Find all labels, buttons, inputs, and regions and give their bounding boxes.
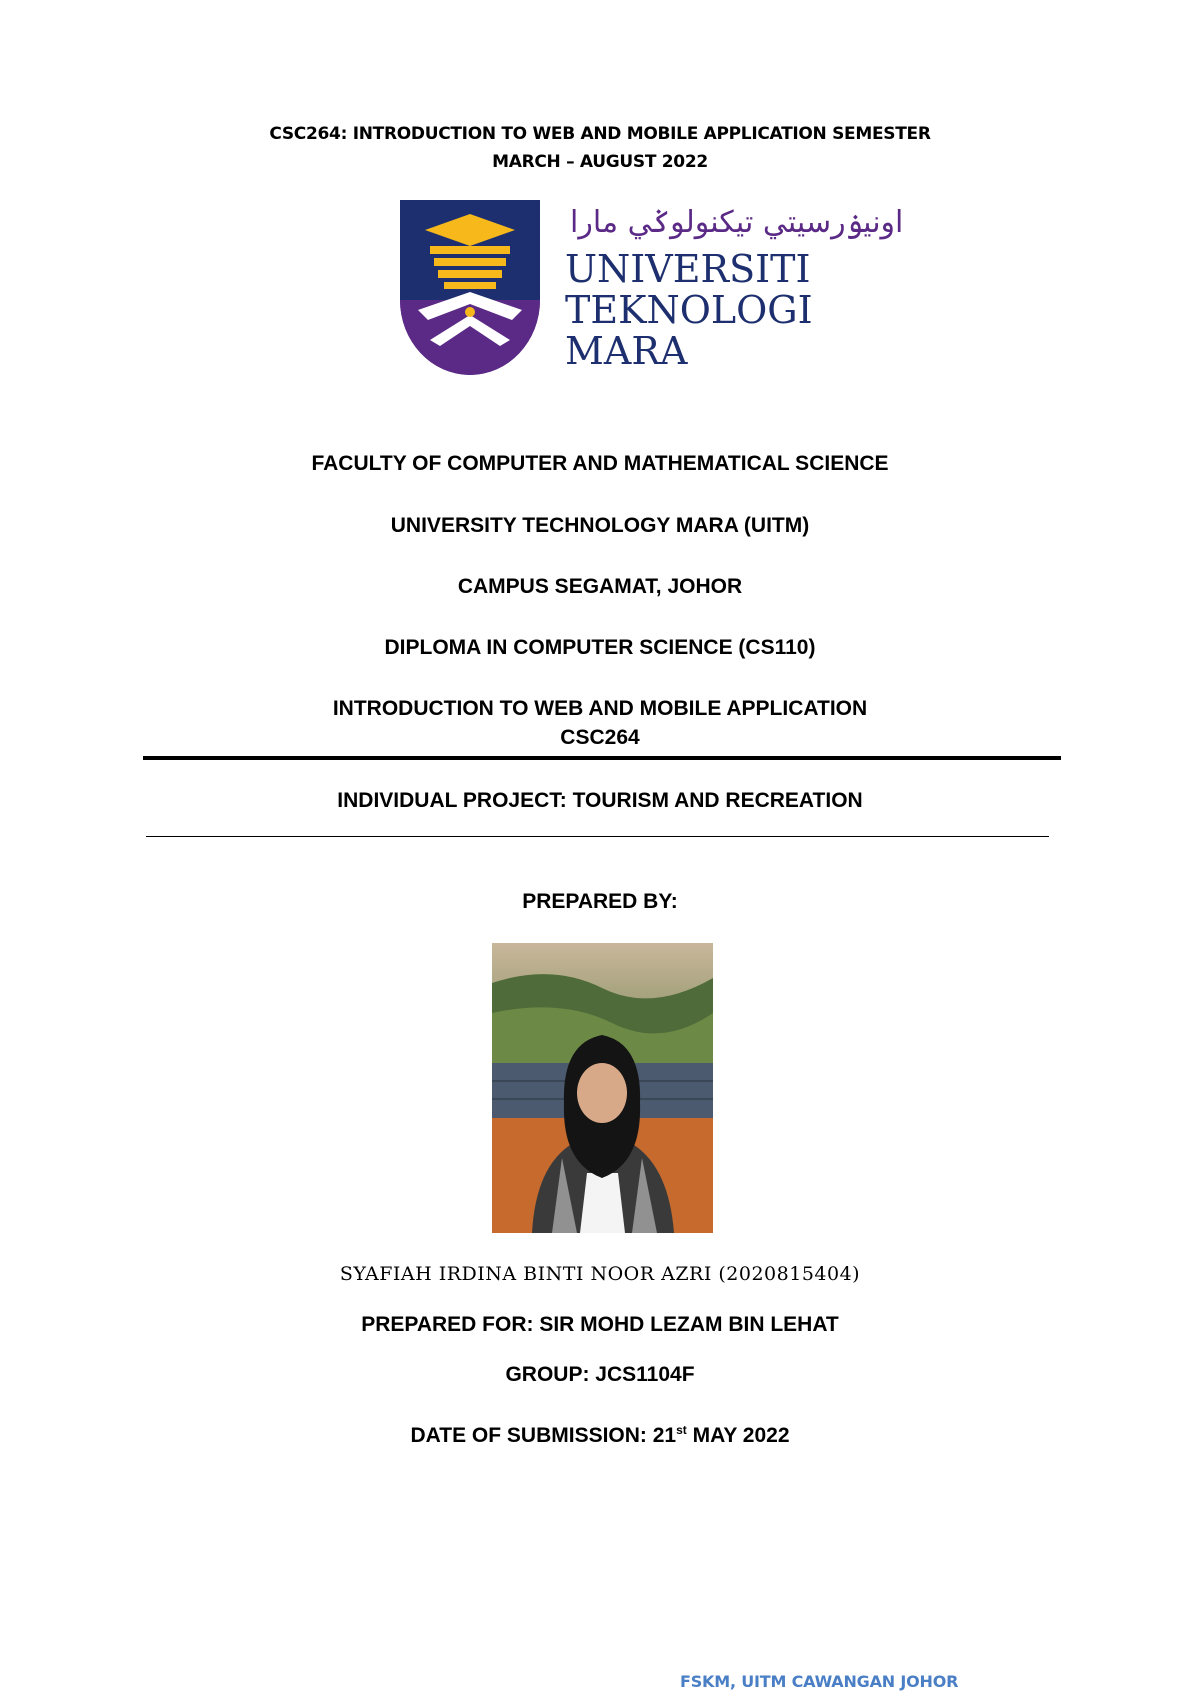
- uitm-crest-icon: [400, 200, 904, 375]
- faculty-name: FACULTY OF COMPUTER AND MATHEMATICAL SCIENCE: [311, 452, 889, 475]
- student-name-id: SYAFIAH IRDINA BINTI NOOR AZRI (2020815404): [339, 1263, 861, 1285]
- divider-thick: [143, 756, 1061, 760]
- prepared-by-label: PREPARED BY:: [522, 890, 678, 913]
- campus-name: CAMPUS SEGAMAT, JOHOR: [457, 575, 743, 598]
- footer-campus: FSKM, UITM CAWANGAN JOHOR: [680, 1672, 959, 1691]
- project-title: INDIVIDUAL PROJECT: TOURISM AND RECREATION: [337, 789, 863, 812]
- svg-text:MARA: MARA: [565, 329, 688, 373]
- programme-name: DIPLOMA IN COMPUTER SCIENCE (CS110): [384, 636, 816, 659]
- course-name: INTRODUCTION TO WEB AND MOBILE APPLICATION: [332, 697, 868, 720]
- svg-text:TEKNOLOGI: TEKNOLOGI: [565, 288, 813, 332]
- uitm-logo: [400, 200, 904, 375]
- svg-text:اونيۏرسيتي تيكنولوݢي مارا: اونيۏرسيتي تيكنولوݢي مارا: [570, 205, 904, 240]
- divider-thin: [146, 836, 1049, 837]
- course-code: CSC264: [560, 726, 640, 749]
- submission-date: DATE OF SUBMISSION: 21st MAY 2022: [410, 1423, 790, 1447]
- prepared-for: PREPARED FOR: SIR MOHD LEZAM BIN LEHAT: [361, 1313, 839, 1336]
- university-name: UNIVERSITY TECHNOLOGY MARA (UITM): [390, 514, 810, 537]
- svg-text:UNIVERSITI: UNIVERSITI: [565, 247, 811, 291]
- group-code: GROUP: JCS1104F: [505, 1363, 695, 1386]
- semester-period: MARCH – AUGUST 2022: [492, 152, 708, 172]
- student-photo: [492, 943, 713, 1233]
- course-semester-header: CSC264: INTRODUCTION TO WEB AND MOBILE APPLICATION SEMESTER: [269, 124, 931, 144]
